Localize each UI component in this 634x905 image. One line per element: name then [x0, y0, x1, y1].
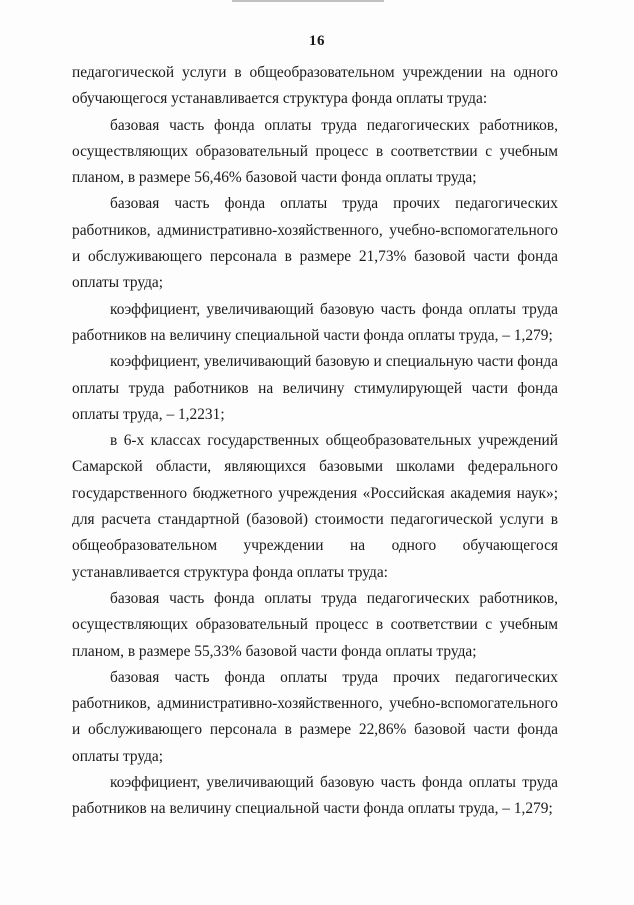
paragraph-base-share-other-staff: базовая часть фонда оплаты труда прочих педагогических работников, административно-хозяйственного, учебно-вспомогательного и обслуживающего персонала в размере 21,73% базовой части фонда оплаты труда;	[72, 195, 558, 292]
paragraph-base-share-other-staff-grade-6: базовая часть фонда оплаты труда прочих педагогических работников, административно-хозяйственного, учебно-вспомогательного и обслуживающего персонала в размере 22,86% базовой части фонда оплаты труда;	[72, 668, 558, 765]
paragraph-base-share-teachers: базовая часть фонда оплаты труда педагогических работников, осуществляющих образовательный процесс в соответствии с учебным планом, в размере 56,46% базовой части фонда оплаты труда;	[72, 116, 558, 187]
paragraph-special-coefficient-grade-6: коэффициент, увеличивающий базовую часть фонда оплаты труда работников на величину специальной части фонда оплаты труда, – 1,279;	[72, 774, 558, 818]
paragraph-special-coefficient: коэффициент, увеличивающий базовую часть фонда оплаты труда работников на величину специальной части фонда оплаты труда, – 1,279;	[72, 300, 558, 344]
paragraph-grade-6-intro: в 6-х классах государственных общеобразовательных учреждений Самарской области, являющихся базовыми школами федерального государственного бюджетного учреждения «Российская академия наук»; для расчета стандартной (базовой) стоимости педагогической услуги в общеобразовательном учреждении на одного обучающегося устанавливается структура фонда оплаты труда:	[72, 432, 558, 581]
document-body	[72, 60, 558, 823]
scan-edge-line	[232, 0, 384, 2]
paragraph-continuation: педагогической услуги в общеобразовательном учреждении на одного обучающегося устанавливается структура фонда оплаты труда:	[72, 64, 558, 108]
page-number: 16	[309, 33, 325, 49]
paragraph-base-share-teachers-grade-6: базовая часть фонда оплаты труда педагогических работников, осуществляющих образовательный процесс в соответствии с учебным планом, в размере 55,33% базовой части фонда оплаты труда;	[72, 589, 558, 660]
paragraph-incentive-coefficient: коэффициент, увеличивающий базовую и специальную части фонда оплаты труда работников на величину стимулирующей части фонда оплаты труда, – 1,2231;	[72, 353, 558, 423]
